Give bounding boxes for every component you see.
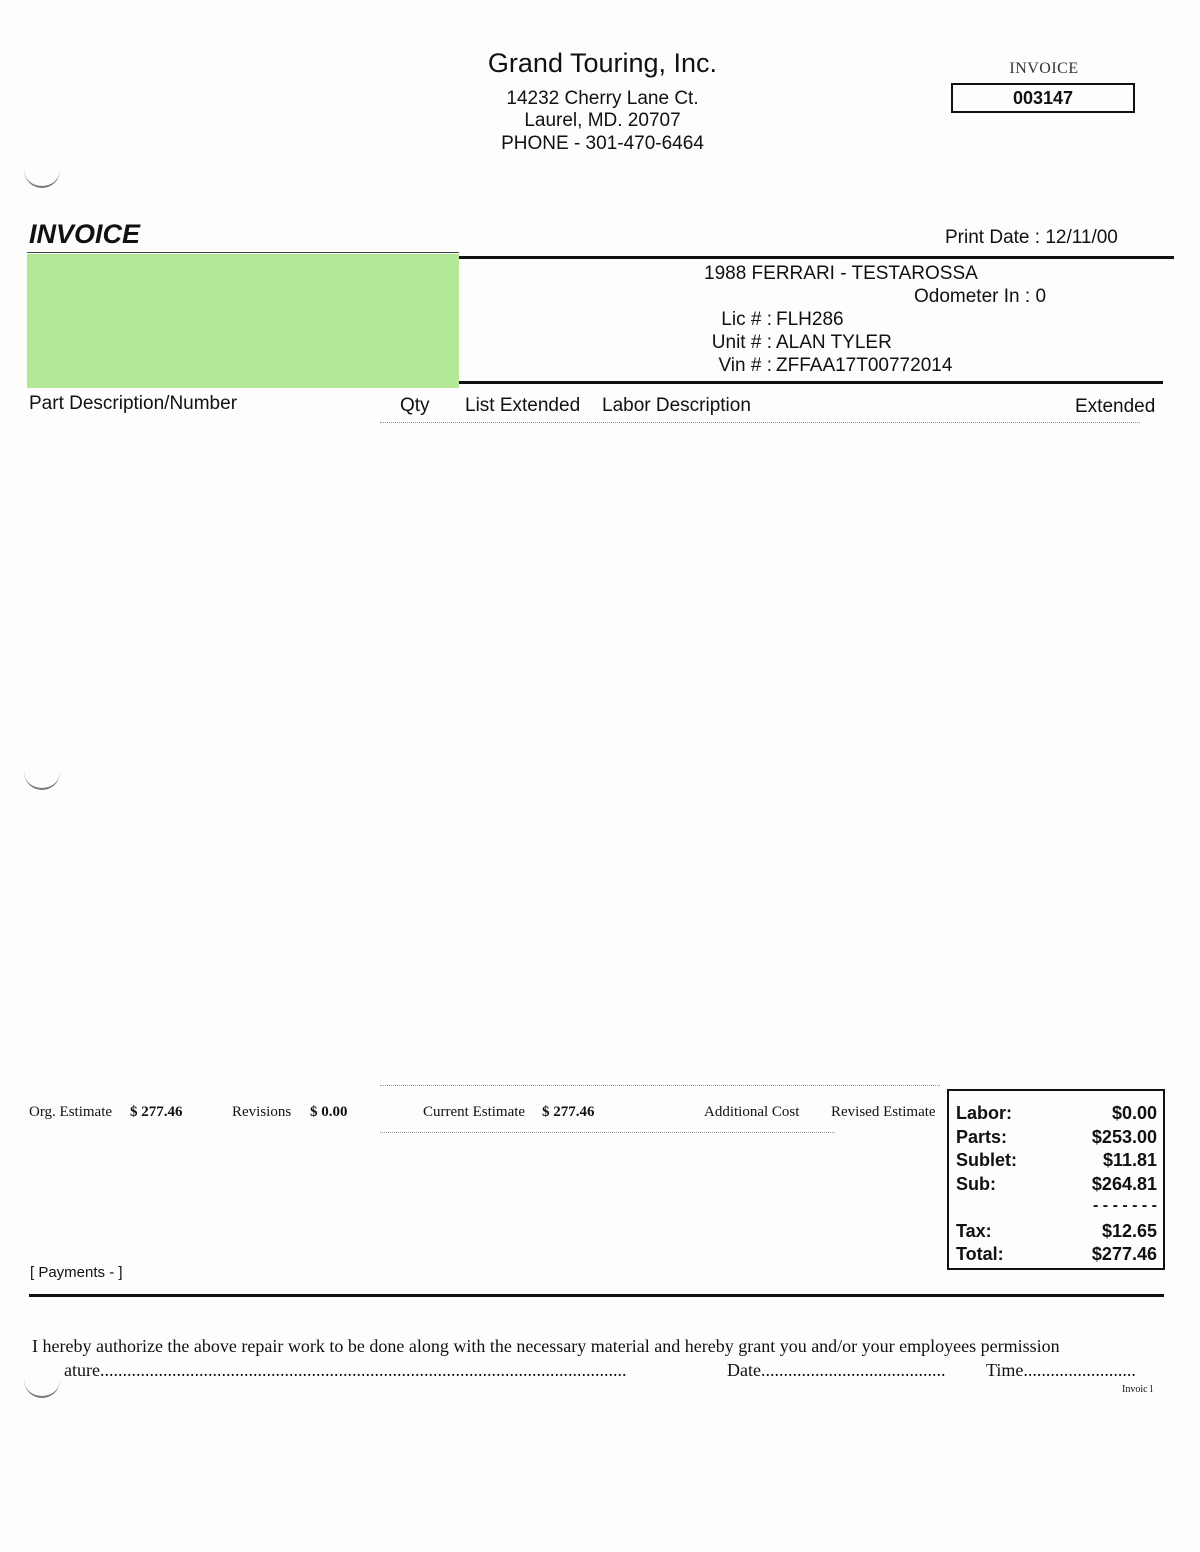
vehicle-rule-bottom <box>459 381 1163 384</box>
punch-hole-middle <box>24 770 60 790</box>
current-estimate-value: $ 277.46 <box>542 1104 595 1120</box>
labor-total-label: Labor: <box>956 1103 1012 1123</box>
column-part-description: Part Description/Number <box>29 393 238 414</box>
totals-box <box>947 1089 1165 1270</box>
column-extended: Extended <box>1075 396 1156 417</box>
org-estimate-value: $ 277.46 <box>130 1104 183 1120</box>
signature-line: ature..................................................................................................................... <box>64 1360 627 1380</box>
subtotal-value: $264.81 <box>1091 1174 1157 1194</box>
authorization-statement: I hereby authorize the above repair work to be done along with the necessary material and hereby grant you and/or your employees permission <box>32 1336 1060 1356</box>
grand-total-value: $277.46 <box>1091 1244 1157 1264</box>
footer-rule <box>29 1294 1164 1297</box>
estimate-bottom-rule <box>380 1132 835 1133</box>
invoice-number-label: INVOICE <box>1009 60 1079 77</box>
punch-hole-top <box>24 168 60 188</box>
invoice-number: 003147 <box>951 83 1135 113</box>
unit-value: ALAN TYLER <box>776 332 892 353</box>
print-date: Print Date : 12/11/00 <box>945 227 1118 248</box>
column-labor-description: Labor Description <box>602 395 751 416</box>
subtotal-label: Sub: <box>956 1174 996 1194</box>
tax-value: $12.65 <box>1101 1221 1157 1241</box>
unit-label: Unit # : <box>711 332 772 353</box>
redacted-customer-info <box>27 254 459 388</box>
company-name: Grand Touring, Inc. <box>487 48 718 78</box>
column-list-extended: List Extended <box>465 395 581 416</box>
tax-label: Tax: <box>956 1221 992 1241</box>
parts-total-value: $253.00 <box>1091 1127 1157 1147</box>
current-estimate-label: Current Estimate <box>423 1104 526 1120</box>
license-value: FLH286 <box>776 309 844 330</box>
revised-estimate-label: Revised Estimate <box>831 1104 936 1120</box>
grand-total-label: Total: <box>956 1244 1004 1264</box>
labor-total-value: $0.00 <box>1111 1103 1157 1123</box>
time-line: Time......................... <box>986 1360 1136 1380</box>
sublet-total-value: $11.81 <box>1102 1150 1157 1170</box>
company-address-city: Laurel, MD. 20707 <box>524 110 681 131</box>
company-address-street: 14232 Cherry Lane Ct. <box>506 88 699 109</box>
column-header-underline <box>380 422 1140 423</box>
org-estimate-label: Org. Estimate <box>29 1104 113 1120</box>
odometer-reading: Odometer In : 0 <box>914 286 1047 307</box>
company-phone: PHONE - 301-470-6464 <box>501 133 704 154</box>
revisions-label: Revisions <box>232 1104 292 1120</box>
header-rule-right <box>459 256 1174 259</box>
vehicle-model: 1988 FERRARI - TESTAROSSA <box>704 263 978 284</box>
column-qty: Qty <box>400 395 430 416</box>
header-rule-left <box>27 252 459 253</box>
license-label: Lic # : <box>721 309 772 330</box>
totals-divider: - - - - - - - <box>1093 1197 1157 1214</box>
vin-value: ZFFAA17T00772014 <box>776 355 953 376</box>
revisions-value: $ 0.00 <box>310 1104 348 1120</box>
additional-cost-label: Additional Cost <box>704 1104 800 1120</box>
invoice-title: INVOICE <box>29 219 141 249</box>
punch-hole-bottom <box>24 1378 60 1398</box>
sublet-total-label: Sublet: <box>956 1150 1017 1170</box>
vin-label: Vin # : <box>718 355 772 376</box>
form-code: Invoic l <box>1122 1384 1153 1395</box>
date-line: Date......................................... <box>727 1360 946 1380</box>
estimate-top-rule <box>380 1085 940 1086</box>
payments-line: [ Payments - ] <box>30 1264 123 1281</box>
parts-total-label: Parts: <box>956 1127 1008 1147</box>
